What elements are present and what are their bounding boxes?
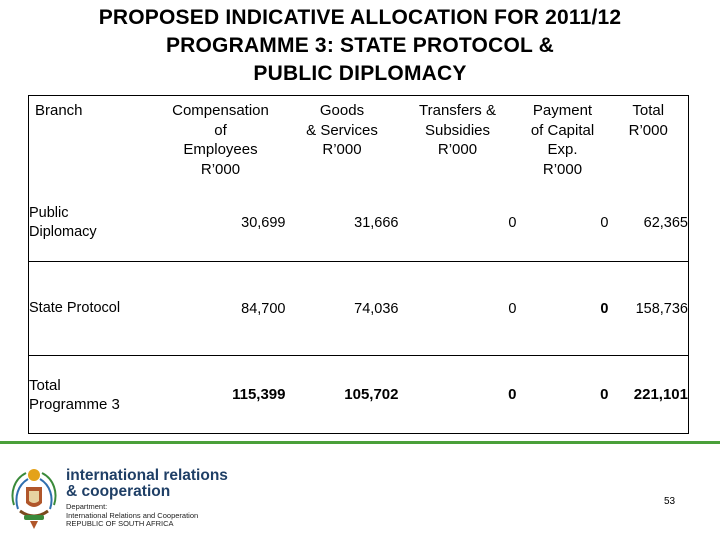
cell-compensation: 115,399 — [232, 386, 286, 403]
footer-divider — [0, 441, 720, 444]
header-total: Total R’000 — [628, 102, 668, 139]
country-name: REPUBLIC OF SOUTH AFRICA — [66, 519, 174, 528]
cell-total: 158,736 — [609, 262, 689, 356]
page-number: 53 — [664, 496, 676, 507]
slide-title — [0, 4, 720, 88]
header-capital: Payment of Capital Exp. R’000 — [530, 102, 595, 178]
cell-capital: 0 — [517, 262, 609, 356]
cell-transfers: 0 — [399, 186, 517, 262]
header-goods-services: Goods & Services R’000 — [306, 102, 378, 158]
row-branch: State Protocol — [29, 262, 156, 356]
table-header-row — [29, 96, 689, 186]
cell-goods-services: 31,666 — [286, 186, 399, 262]
table-row-total — [29, 356, 689, 434]
table-row — [29, 262, 689, 356]
cell-transfers: 0 — [399, 262, 517, 356]
cell-total: 221,101 — [633, 386, 688, 403]
coat-of-arms-icon — [8, 465, 60, 531]
cell-compensation: 30,699 — [156, 186, 286, 262]
cell-goods-services: 105,702 — [344, 386, 399, 403]
brand-line-2: & cooperation — [66, 483, 171, 500]
cell-capital: 0 — [600, 386, 609, 403]
cell-capital: 0 — [517, 186, 609, 262]
cell-goods-services: 74,036 — [286, 262, 399, 356]
row-branch: Public Diplomacy — [29, 186, 156, 262]
cell-total: 62,365 — [609, 186, 689, 262]
brand-line-1: international relations — [66, 467, 228, 484]
header-branch: Branch — [35, 102, 83, 119]
table-row — [29, 186, 689, 262]
department-name: International Relations and Cooperation — [66, 510, 199, 520]
title-line-3: PUBLIC DIPLOMACY — [253, 62, 467, 85]
title-line-1: PROPOSED INDICATIVE ALLOCATION FOR 2011/12 — [98, 6, 622, 29]
header-compensation: Compensation of Employees R’000 — [172, 102, 269, 178]
header-transfers: Transfers & Subsidies R’000 — [419, 102, 496, 158]
department-branding — [66, 468, 228, 529]
row-branch: Total Programme 3 — [29, 376, 120, 413]
cell-transfers: 0 — [508, 386, 517, 403]
title-line-2: PROGRAMME 3: STATE PROTOCOL & — [165, 34, 555, 57]
allocation-table — [28, 95, 689, 434]
department-label: Department: — [66, 502, 108, 511]
cell-compensation: 84,700 — [156, 262, 286, 356]
